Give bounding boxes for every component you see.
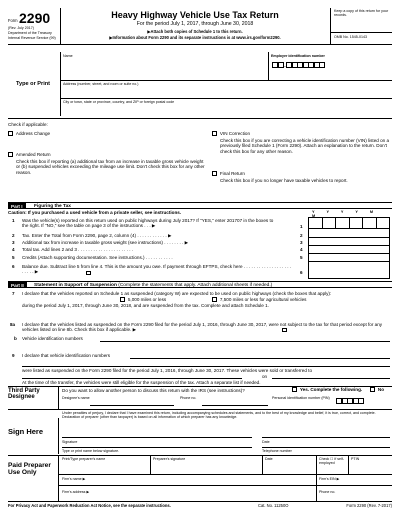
line5-box-number: 5 bbox=[300, 255, 303, 260]
address-field[interactable] bbox=[62, 88, 390, 96]
caution-note: Caution: If you purchased a used vehicle from a private seller, see instructions. bbox=[8, 210, 182, 215]
designee-phone-label: Phone no. bbox=[180, 396, 197, 400]
line7-option2-row bbox=[212, 297, 306, 302]
preparer-name-field[interactable] bbox=[60, 463, 148, 473]
line9-vin-field[interactable] bbox=[130, 351, 390, 358]
line2-number: 2 bbox=[12, 233, 15, 238]
telephone-label: Telephone number bbox=[262, 449, 292, 453]
line6-number: 6 bbox=[12, 264, 15, 269]
check-if-applicable-label: Check if applicable: bbox=[8, 122, 48, 127]
preparer-title: Paid Preparer Use Only bbox=[8, 462, 51, 477]
designee-no-row bbox=[370, 387, 384, 392]
address-label: Address (number, street, and room or suite no.) bbox=[63, 82, 139, 86]
printed-name-label: Type or print name below signature. bbox=[62, 449, 120, 453]
preparer-name-label: Print/Type preparer's name bbox=[62, 457, 106, 461]
attach-note: ▶Attach both copies of Schedule 1 to this return. bbox=[147, 29, 243, 34]
line1-box-number: 1 bbox=[300, 224, 303, 229]
preparer-date-label: Date bbox=[265, 457, 273, 461]
designee-yes-checkbox[interactable] bbox=[292, 387, 297, 392]
city-field[interactable] bbox=[62, 106, 390, 114]
part1-header bbox=[8, 202, 392, 209]
line8a-number: 8a bbox=[10, 322, 16, 327]
line3-number: 3 bbox=[12, 240, 15, 245]
amended-return-label: Amended Return bbox=[15, 152, 51, 157]
sign-here-title: Sign Here bbox=[8, 427, 44, 436]
name-field[interactable] bbox=[62, 60, 268, 68]
line7-option2-checkbox[interactable] bbox=[212, 297, 217, 302]
line8b-number: b bbox=[14, 336, 17, 341]
self-employed-check[interactable]: Check ☐ if self-employed bbox=[319, 457, 344, 466]
line8a-checkbox[interactable] bbox=[282, 328, 287, 333]
line1-yyyymm-field[interactable] bbox=[308, 217, 390, 229]
designee-pin-label: Personal identification number (PIN) bbox=[272, 396, 330, 400]
firm-address-label: Firm's address ▶ bbox=[62, 490, 90, 494]
address-change-checkbox[interactable] bbox=[8, 131, 13, 136]
designee-pin-field[interactable] bbox=[336, 398, 364, 404]
firm-ein-label: Firm's EIN ▶ bbox=[319, 477, 340, 481]
firm-phone-label: Phone no. bbox=[319, 490, 336, 494]
line9-number: 9 bbox=[12, 353, 15, 358]
line8b-vin-field[interactable] bbox=[100, 334, 390, 341]
firm-name-label: Firm's name ▶ bbox=[62, 477, 86, 481]
designee-title: Third Party Designee bbox=[8, 388, 40, 401]
line3-box-number: 3 bbox=[300, 240, 303, 245]
line2-amount-field[interactable] bbox=[308, 230, 390, 238]
designee-no-checkbox[interactable] bbox=[370, 387, 375, 392]
tax-period: For the period July 1, 2017, through June 30, 2018 bbox=[136, 21, 254, 27]
line1-text: Was the vehicle(s) reported on this return used on public highways during July 2017? If "YES," enter 201707 in the boxes to the right. If "NO," see the table on page 3 of the instructions . . . ▶ bbox=[22, 218, 274, 229]
designee-yes-row bbox=[292, 387, 362, 392]
vin-correction-label: VIN Correction bbox=[219, 131, 250, 136]
firm-phone-field[interactable] bbox=[344, 487, 390, 499]
form-number: 2290 bbox=[19, 10, 51, 26]
form-title: Heavy Highway Vehicle Use Tax Return bbox=[111, 10, 279, 20]
preparer-date-field[interactable] bbox=[264, 463, 314, 473]
part2-label: Part II bbox=[8, 282, 27, 288]
address-change-row bbox=[8, 131, 50, 136]
part1-label: Part I bbox=[8, 203, 26, 209]
eftps-checkbox[interactable] bbox=[86, 271, 91, 276]
yyyymm-header: Y Y Y Y M M bbox=[312, 210, 379, 219]
ein-field[interactable]: – bbox=[272, 62, 390, 70]
line3-amount-field[interactable] bbox=[308, 238, 390, 246]
info-note: ▶Information about Form 2290 and its separate instructions is at www.irs.gov/form2290. bbox=[109, 35, 281, 40]
final-return-label: Final Return bbox=[219, 171, 245, 176]
ptin-label: PTIN bbox=[351, 457, 360, 461]
part2-title-note: (Complete the statements that apply. Attach additional sheets if needed.) bbox=[118, 282, 273, 288]
city-label: City or town, state or province, country, and ZIP or foreign postal code bbox=[63, 100, 175, 104]
designee-name-label: Designee's name bbox=[62, 396, 90, 400]
line7-number: 7 bbox=[12, 291, 15, 296]
ein-label: Employer identification number bbox=[271, 54, 325, 58]
vin-correction-row bbox=[212, 131, 250, 136]
telephone-field[interactable] bbox=[262, 440, 390, 448]
line7-option1-row bbox=[120, 297, 166, 302]
line2-text: Tax. Enter the Total from Form 2290, page 2, column (4) . . . . . . . . . . . . ▶ bbox=[22, 233, 172, 238]
address-change-label: Address Change bbox=[15, 131, 51, 136]
perjury-statement: Under penalties of perjury, I declare that I have examined this return, including accompanying schedules and statements, and to the best of my knowledge and belief, it is true, correct, and complete. Declaration of preparer (other than taxpayer) is based on all information of which preparer has any knowledge. bbox=[62, 411, 376, 420]
line9-date-field[interactable] bbox=[272, 374, 390, 379]
line9-text2: were listed as suspended on the Form 2290 filed for the period July 1, 2016, through June 30, 2017. These vehicles were sold or transferred to bbox=[22, 368, 313, 373]
part2-title: Statement in Support of Suspension (Complete the statements that apply. Attach additional sheets if needed.) bbox=[34, 282, 273, 288]
line9-text3: At the time of the transfer, the vehicles were still eligible for the suspension of the tax. Attach a separate list if needed. bbox=[22, 380, 261, 385]
sign-date-label: Date bbox=[262, 440, 270, 444]
designee-name-field[interactable] bbox=[90, 396, 174, 406]
department: Department of the Treasury bbox=[8, 31, 52, 35]
part2-header bbox=[8, 281, 392, 288]
line4-text: Total tax. Add lines 2 and 3 . . . . . . . . . . . . . . . . . . . . . . bbox=[22, 247, 134, 252]
line1-number: 1 bbox=[12, 218, 15, 223]
part1-title: Figuring the Tax bbox=[34, 203, 71, 209]
ptin-field[interactable] bbox=[350, 463, 390, 473]
designee-phone-field[interactable] bbox=[202, 396, 268, 406]
amended-return-checkbox[interactable] bbox=[8, 152, 13, 157]
final-description: Check this box if you no longer have taxable vehicles to report. bbox=[220, 178, 348, 183]
cat-number: Cat. No. 11250O bbox=[258, 503, 289, 508]
line5-number: 5 bbox=[12, 255, 15, 260]
line9-transferee-field[interactable] bbox=[22, 374, 242, 379]
amended-return-row bbox=[8, 152, 51, 157]
vin-description: Check this box if you are correcting a vehicle identification number (VIN) listed on a previously filed Schedule 1 (Form 2290). Attach an explanation to the return. Don't check this box for any other reason. bbox=[220, 138, 390, 154]
irs-label: Internal Revenue Service (99) bbox=[8, 36, 56, 40]
firm-name-field[interactable] bbox=[90, 475, 312, 483]
line4-number: 4 bbox=[12, 247, 15, 252]
printed-name-field[interactable] bbox=[62, 440, 252, 448]
final-return-row bbox=[212, 171, 245, 176]
line6-amount-field[interactable] bbox=[308, 262, 390, 279]
line8a-text: I declare that the vehicles listed as suspended on the Form 2290 filed for the period July 1, 2016, through June 30, 2017, were not subject to the tax for that period except for any vehicles listed on line 8b. Check this box if applicable. ▶ bbox=[22, 322, 383, 333]
line4-amount-field[interactable] bbox=[308, 246, 390, 254]
line4-box-number: 4 bbox=[300, 247, 303, 252]
footer-form-id: Form 2290 (Rev. 7-2017) bbox=[346, 503, 392, 508]
designee-question: Do you want to allow another person to discuss this return with the IRS (see instructions)? bbox=[62, 388, 245, 393]
line7-option2-label: 7,500 miles or less for agricultural vehicles bbox=[219, 297, 307, 302]
line7-option1-checkbox[interactable] bbox=[120, 297, 125, 302]
amended-description: Check this box if reporting (a) additional tax from an increase in taxable gross vehicle weight or (b) suspended vehicles exceeding the mileage use limit. Don't check this box for any other reason. bbox=[16, 159, 205, 175]
line2-box-number: 2 bbox=[300, 233, 303, 238]
type-or-print-label: Type or Print bbox=[15, 81, 51, 87]
form-label: Form bbox=[8, 18, 18, 23]
line6-box-number: 6 bbox=[300, 270, 303, 275]
line5-text: Credits (Attach supporting documentation. See instructions.) . . . . . . . . . . . bbox=[22, 255, 173, 260]
name-label: Name bbox=[63, 54, 73, 58]
designee-no-label: No bbox=[377, 387, 384, 392]
firm-address-field[interactable] bbox=[92, 487, 312, 499]
line5-amount-field[interactable] bbox=[308, 254, 390, 262]
privacy-notice: For Privacy Act and Paperwork Reduction Act Notice, see the separate instructions. bbox=[8, 503, 171, 508]
line7-text: I declare that the vehicles reported on Schedule 1 as suspended (category W) are expected to be used on public highways (check the boxes that apply): bbox=[22, 291, 332, 296]
preparer-signature-field[interactable] bbox=[152, 463, 260, 473]
omb-number: OMB No. 1545-0143 bbox=[334, 35, 367, 39]
line8b-text: Vehicle identification numbers bbox=[22, 336, 83, 341]
line3-text: Additional tax from increase in taxable gross weight (see instructions) . . . . . . . . ▶ bbox=[22, 240, 189, 245]
rev-date: (Rev. July 2017) bbox=[8, 26, 34, 30]
line9-text: I declare that vehicle identification numbers bbox=[22, 353, 111, 358]
signature-field[interactable] bbox=[62, 426, 252, 438]
final-return-checkbox[interactable] bbox=[212, 171, 217, 176]
sign-date-field[interactable] bbox=[262, 426, 390, 438]
preparer-signature-label: Preparer's signature bbox=[153, 457, 186, 461]
keep-copy-note: Keep a copy of this return for your records. bbox=[334, 9, 389, 18]
designee-yes-label: Yes. Complete the following. bbox=[299, 387, 363, 392]
line7-option1-label: 5,000 miles or less bbox=[127, 297, 167, 302]
line9-on-label: on bbox=[262, 374, 268, 379]
line7-text2: during the period July 1, 2017, through June 30, 2018, and are suspended from the tax. Complete and attach Schedule 1. bbox=[22, 303, 269, 308]
firm-ein-field[interactable] bbox=[344, 475, 390, 483]
vin-correction-checkbox[interactable] bbox=[212, 131, 217, 136]
signature-label: Signature bbox=[62, 440, 78, 444]
line6-text: Balance due. Subtract line 5 from line 4. This is the amount you owe. If payment through EFTPS, check here . . . . . . . . . . . . . . . . . . . . . . . . ▶ bbox=[22, 264, 292, 275]
